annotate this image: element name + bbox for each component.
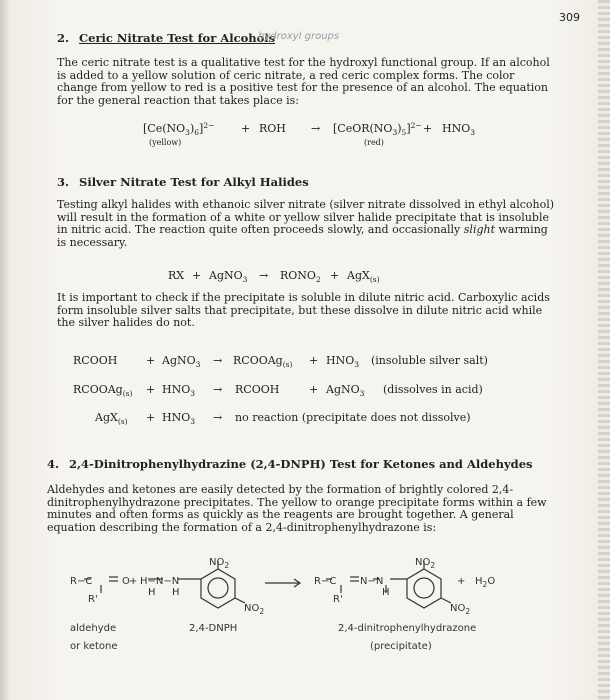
section-3-heading — [57, 175, 309, 189]
section-4-heading — [47, 457, 532, 471]
section-4-title: 2,4-Dinitrophenylhydrazine (2,4-DNPH) Test for Ketones and Aldehydes — [69, 457, 533, 471]
precipitate-label: (precipitate) — [370, 641, 432, 652]
dnph-label: 2,4-DNPH — [189, 623, 238, 634]
section-2-heading — [57, 31, 275, 45]
section-2-title: Ceric Nitrate Test for Alcohols — [79, 31, 276, 45]
section-3-title: Silver Nitrate Test for Alkyl Halides — [79, 175, 309, 189]
ceric-byproduct: HNO — [442, 122, 471, 135]
structure-labels: R−C O + H−N−N R' H H $NO_2$ $NO_2$ R−C N−N R' H $NO_2$ $NO_2$ + $H_2O$ aldehyde or ketone 2,4-DNPH 2,4-dinitrophenylhydrazone (precipitate) — [70, 557, 496, 652]
product-label: 2,4-dinitrophenylhydrazone — [338, 623, 477, 634]
yellow-label: (yellow) — [149, 138, 182, 147]
section-2-number: 2. — [57, 31, 70, 45]
section-3-paragraph-2: It is important to check if the precipitate is soluble in dilute nitric acid. Carboxylic acids form insoluble silver salts that precipitate, but these dissolve in dilute nitric acid while the silver halides do not. — [57, 291, 550, 329]
ketone-label: or ketone — [70, 641, 118, 652]
section-3-number: 3. — [57, 175, 70, 189]
textbook-page: 309 2. Ceric Nitrate Test for Alcohols hydroxyl groups The ceric nitrate test is a qualitative test for the hydroxyl functional group. If an alcohol is added to a yellow solution of ceric nitrate, a red ceric complex forms. The color change from yellow to red is a positive test for the presence of an alcohol. The equation for the general reaction that takes place is: $[Ce(NO_3)_6]^{2-}$ + ROH → $[CeOR(NO_3)_5]^{2-}$ + $HNO_3$ (yellow) (red) 3. Silver Nitrate Test for Alkyl Halides Testing alkyl halides with ethanoic silver nitrate (silver nitrate dissolved in ethyl alcohol) will result in the formation of a white or yellow silver halide precipitate that is insoluble in nitric acid. The reaction quite often proceeds slowly, and occasionally slight warming is necessary. RX + AgNO$_3$ → $RONO_2$ + AgX$_{(s)}$ It is important to check if the precipitate is soluble in dilute nitric acid. Carboxylic acids form insoluble silver salts that precipitate, but these dissolve in dilute nitric acid while the silver halides do not. RCOOH + AgNO$_3$ → RCOOAg$_{(s)}$ + $HNO_3$ (insoluble silver salt) RCOOAg$_{(s)}$ + $HNO_3$ → RCOOH + AgNO$_3$ (dissolves in acid) AgX$_{(s)}$ + $HNO_3$ → no reaction (precipitate does not dissolve) 4. 2,4-Dinitrophenylhydrazine (2,4-DNPH) Test for Ketones and Aldehydes Aldehydes and ketones are easily detected by the formation of brightly colored 2,4-dinitrophenylhydrazone precipitates. The yellow to orange precipitate forms within a few minutes and often forms as quickly as the reagents are brought together. A general equation describing the formation of a 2,4-dinitrophenylhydrazone is: R−C O + H−N−N R' H H $NO_2$ $NO_2$ R−C N−N R' H $NO_2$ $NO_2$ + $H_2O$ aldehyde or ketone 2,4-DNPH 2,4-dinitrophenylhydrazone (precipitate) — [0, 0, 610, 700]
section-4-paragraph: Aldehydes and ketones are easily detected by the formation of brightly colored 2,4-dinitrophenylhydrazone precipitates. The yellow to orange precipitate forms within a few minutes and often forms as quickly as the reagents are brought together. A general equation describing the formation of a 2,4-dinitrophenylhydrazone is: — [47, 483, 547, 534]
aldehyde-label: aldehyde — [70, 623, 117, 634]
ceric-reactant: [Ce(NO — [143, 122, 186, 135]
handwritten-note: hydroxyl groups — [258, 31, 340, 42]
red-label: (red) — [364, 138, 384, 147]
ceric-product: [CeOR(NO — [333, 122, 393, 135]
section-3-paragraph-1: Testing alkyl halides with ethanoic silver nitrate (silver nitrate dissolved in ethyl alcohol) will result in the formation of a white or yellow silver halide precipitate that is insoluble in nitric acid. The reaction quite often proceeds slowly, and occasionally slight warming is necessary. — [57, 198, 555, 249]
page-number: 309 — [559, 11, 580, 24]
ceric-alcohol: ROH — [259, 122, 286, 135]
section-4-number: 4. — [47, 457, 60, 471]
section-2-paragraph: The ceric nitrate test is a qualitative test for the hydroxyl functional group. If an alcohol is added to a yellow solution of ceric nitrate, a red ceric complex forms. The color change from yellow to red is a positive test for the presence of an alcohol. The equation for the general reaction that takes place is: — [57, 56, 550, 107]
water-label: H — [475, 576, 483, 587]
